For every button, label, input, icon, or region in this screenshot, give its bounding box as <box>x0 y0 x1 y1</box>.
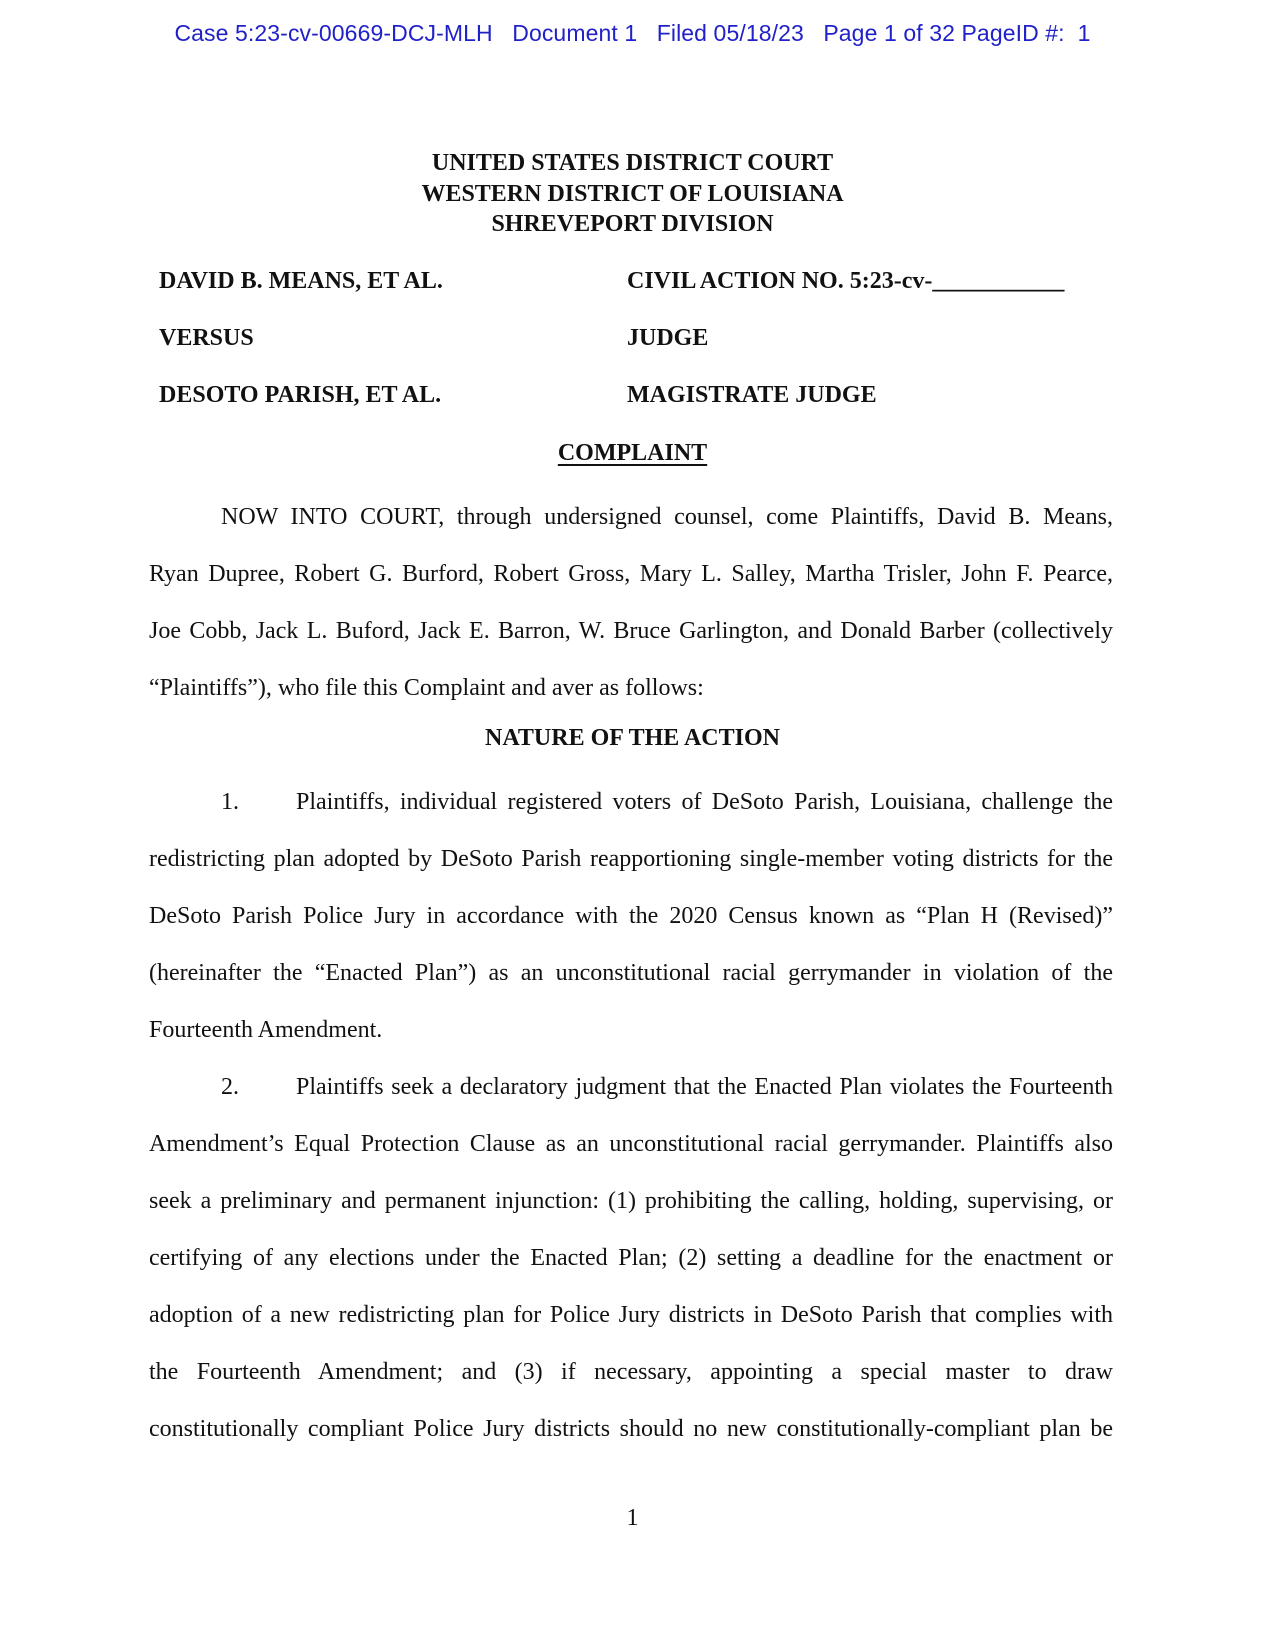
versus-label: VERSUS <box>159 325 254 351</box>
court-division: SHREVEPORT DIVISION <box>491 211 774 237</box>
paragraph-line: certifying of any elections under the Enacted Plan; (2) setting a deadline for the enactment or <box>149 1245 1113 1271</box>
civil-action-number: CIVIL ACTION NO. 5:23-cv-___________ <box>627 268 1065 294</box>
paragraph-line: Fourteenth Amendment. <box>149 1017 383 1043</box>
defendant-name: DESOTO PARISH, ET AL. <box>159 382 442 408</box>
paragraph-2 <box>149 1059 1113 1458</box>
paragraph-line: (hereinafter the “Enacted Plan”) as an unconstitutional racial gerrymander in violation of the <box>149 960 1113 986</box>
court-caption-heading <box>0 148 1265 240</box>
paragraph-number: 1. <box>221 789 239 815</box>
intro-line: Ryan Dupree, Robert G. Burford, Robert Gross, Mary L. Salley, Martha Trisler, John F. Pearce, <box>149 561 1113 587</box>
intro-line: “Plaintiffs”), who file this Complaint and aver as follows: <box>149 675 704 701</box>
intro-line: Joe Cobb, Jack L. Buford, Jack E. Barron, W. Bruce Garlington, and Donald Barber (collectively <box>149 618 1113 644</box>
paragraph-line-text: Plaintiffs, individual registered voters of DeSoto Parish, Louisiana, challenge the <box>296 789 1113 815</box>
document-title-text: COMPLAINT <box>557 440 708 466</box>
case-caption <box>159 268 1109 439</box>
caption-row-defendant <box>159 382 1109 439</box>
paragraph-line: DeSoto Parish Police Jury in accordance with the 2020 Census known as “Plan H (Revised)” <box>149 903 1113 929</box>
paragraph-line: constitutionally compliant Police Jury districts should no new constitutionally-compliant plan be <box>149 1416 1113 1442</box>
paragraph-1 <box>149 774 1113 1059</box>
paragraph-line-text: Plaintiffs seek a declaratory judgment that the Enacted Plan violates the Fourteenth <box>296 1074 1113 1100</box>
section-heading: NATURE OF THE ACTION <box>485 725 780 751</box>
plaintiff-name: DAVID B. MEANS, ET AL. <box>159 268 443 294</box>
magistrate-judge-label: MAGISTRATE JUDGE <box>627 382 877 408</box>
paragraph-number: 2. <box>221 1074 239 1100</box>
caption-row-plaintiff <box>159 268 1109 325</box>
paragraph-line: adoption of a new redistricting plan for Police Jury districts in DeSoto Parish that complies with <box>149 1302 1113 1328</box>
judge-label: JUDGE <box>627 325 709 351</box>
intro-paragraph <box>149 489 1113 717</box>
paragraph-line: seek a preliminary and permanent injunction: (1) prohibiting the calling, holding, supervising, or <box>149 1188 1113 1214</box>
filing-stamp-header: Case 5:23-cv-00669-DCJ-MLH Document 1 Filed 05/18/23 Page 1 of 32 PageID #: 1 <box>174 20 1091 46</box>
paragraph-line: redistricting plan adopted by DeSoto Parish reapportioning single-member voting districts for the <box>149 846 1113 872</box>
page-number: 1 <box>626 1505 639 1531</box>
paragraph-line <box>149 774 1113 831</box>
paragraph-line: Amendment’s Equal Protection Clause as an unconstitutional racial gerrymander. Plaintiffs also <box>149 1131 1113 1157</box>
court-district: WESTERN DISTRICT OF LOUISIANA <box>421 180 844 207</box>
paragraph-line <box>149 1059 1113 1116</box>
caption-row-versus <box>159 325 1109 382</box>
paragraph-line: the Fourteenth Amendment; and (3) if necessary, appointing a special master to draw <box>149 1359 1113 1385</box>
document-title <box>0 440 1265 467</box>
intro-line: NOW INTO COURT, through undersigned counsel, come Plaintiffs, David B. Means, <box>221 504 1113 530</box>
court-name: UNITED STATES DISTRICT COURT <box>431 150 834 176</box>
